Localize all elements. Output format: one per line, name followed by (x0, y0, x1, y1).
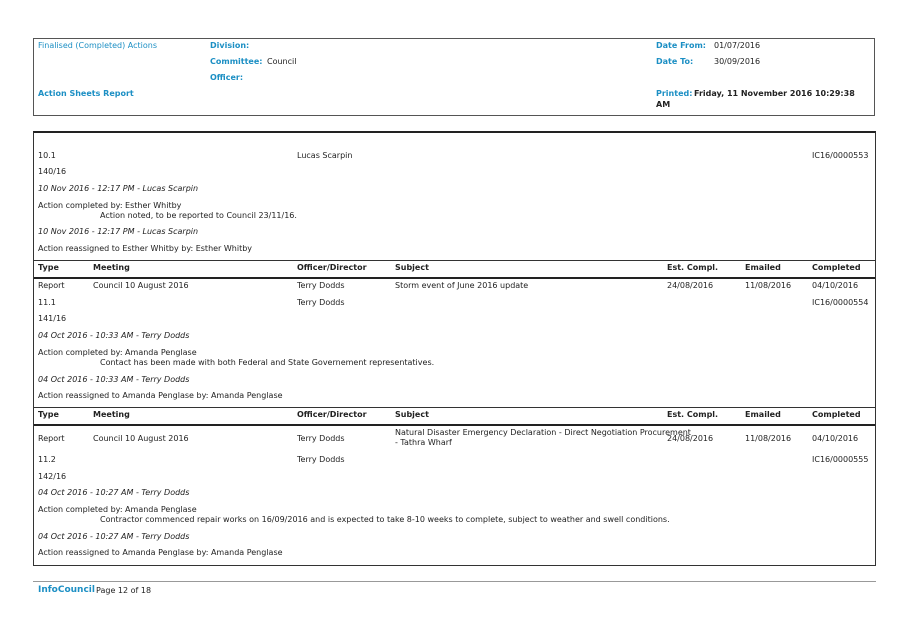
footer-brand: InfoCouncil (38, 585, 95, 595)
committee-label: Committee: (210, 57, 263, 66)
col-officer: Officer/Director (297, 263, 367, 272)
row-type: Report (38, 281, 65, 290)
resolution-number: 141/16 (38, 314, 67, 323)
row-meeting: Council 10 August 2016 (93, 281, 189, 290)
row-emailed: 11/08/2016 (745, 434, 792, 443)
col-meeting: Meeting (93, 410, 130, 419)
report-name: Action Sheets Report (38, 89, 134, 98)
col-type: Type (38, 410, 59, 419)
note-reassigned: Action reassigned to Amanda Penglase by: Amanda Penglase (38, 391, 283, 400)
resolution-number: 140/16 (38, 167, 67, 176)
col-emailed: Emailed (745, 263, 781, 272)
note-reassigned: Action reassigned to Amanda Penglase by: Amanda Penglase (38, 548, 283, 557)
footer-divider (33, 581, 876, 582)
row-completed: 04/10/2016 (812, 434, 859, 443)
note-heading: 04 Oct 2016 - 10:27 AM - Terry Dodds (38, 488, 190, 497)
row-emailed: 11/08/2016 (745, 281, 792, 290)
row-est-compl: 24/08/2016 (667, 434, 714, 443)
divider (34, 277, 875, 279)
note-heading: 04 Oct 2016 - 10:27 AM - Terry Dodds (38, 532, 190, 541)
item-officer: Terry Dodds (297, 455, 345, 464)
row-completed: 04/10/2016 (812, 281, 859, 290)
item-number: 11.1 (38, 298, 56, 307)
row-meeting: Council 10 August 2016 (93, 434, 189, 443)
item-number: 11.2 (38, 455, 56, 464)
resolution-number: 142/16 (38, 472, 67, 481)
col-est-compl: Est. Compl. (667, 263, 719, 272)
col-completed: Completed (812, 410, 861, 419)
item-reference: IC16/0000554 (812, 298, 869, 307)
row-officer: Terry Dodds (297, 281, 345, 290)
item-officer: Terry Dodds (297, 298, 345, 307)
row-officer: Terry Dodds (297, 434, 345, 443)
note-text: Contractor commenced repair works on 16/09/2016 and is expected to take 8-10 weeks to complete, subject to weather and swell conditions. (100, 515, 670, 524)
report-type: Finalised (Completed) Actions (38, 41, 158, 50)
note-text: Action noted, to be reported to Council 23/11/16. (100, 211, 297, 220)
col-subject: Subject (395, 410, 429, 419)
divider (34, 424, 875, 426)
col-type: Type (38, 263, 59, 272)
row-est-compl: 24/08/2016 (667, 281, 714, 290)
row-type: Report (38, 434, 65, 443)
footer-page-number: Page 12 of 18 (96, 586, 152, 595)
officer-label: Officer: (210, 73, 244, 82)
col-emailed: Emailed (745, 410, 781, 419)
item-number: 10.1 (38, 151, 56, 160)
note-heading: 10 Nov 2016 - 12:17 PM - Lucas Scarpin (38, 184, 199, 193)
row-subject: Storm event of June 2016 update (395, 281, 529, 290)
note-reassigned: Action reassigned to Esther Whitby by: Esther Whitby (38, 244, 253, 253)
col-est-compl: Est. Compl. (667, 410, 719, 419)
item-reference: IC16/0000553 (812, 151, 869, 160)
note-completed-by: Action completed by: Esther Whitby (38, 201, 182, 210)
printed-label: Printed: (656, 89, 693, 98)
printed-value-cont: AM (656, 100, 671, 109)
note-heading: 10 Nov 2016 - 12:17 PM - Lucas Scarpin (38, 227, 199, 236)
division-label: Division: (210, 41, 250, 50)
report-header (33, 38, 875, 116)
note-heading: 04 Oct 2016 - 10:33 AM - Terry Dodds (38, 375, 190, 384)
note-completed-by: Action completed by: Amanda Penglase (38, 348, 197, 357)
row-subject: Natural Disaster Emergency Declaration - Direct Negotiation Procurement (395, 428, 691, 437)
note-text: Contact has been made with both Federal and State Governement representatives. (100, 358, 435, 367)
date-to-label: Date To: (656, 57, 694, 66)
note-heading: 04 Oct 2016 - 10:33 AM - Terry Dodds (38, 331, 190, 340)
item-officer: Lucas Scarpin (297, 151, 353, 160)
item-reference: IC16/0000555 (812, 455, 869, 464)
col-subject: Subject (395, 263, 429, 272)
printed-value: Friday, 11 November 2016 10:29:38 (694, 89, 855, 98)
col-completed: Completed (812, 263, 861, 272)
divider (34, 260, 875, 261)
divider (34, 407, 875, 408)
date-from-label: Date From: (656, 41, 707, 50)
note-completed-by: Action completed by: Amanda Penglase (38, 505, 197, 514)
actions-table (33, 131, 876, 566)
col-meeting: Meeting (93, 263, 130, 272)
date-from-value: 01/07/2016 (714, 41, 761, 50)
committee-value: Council (267, 57, 297, 66)
date-to-value: 30/09/2016 (714, 57, 761, 66)
col-officer: Officer/Director (297, 410, 367, 419)
row-subject-cont: - Tathra Wharf (395, 438, 452, 447)
